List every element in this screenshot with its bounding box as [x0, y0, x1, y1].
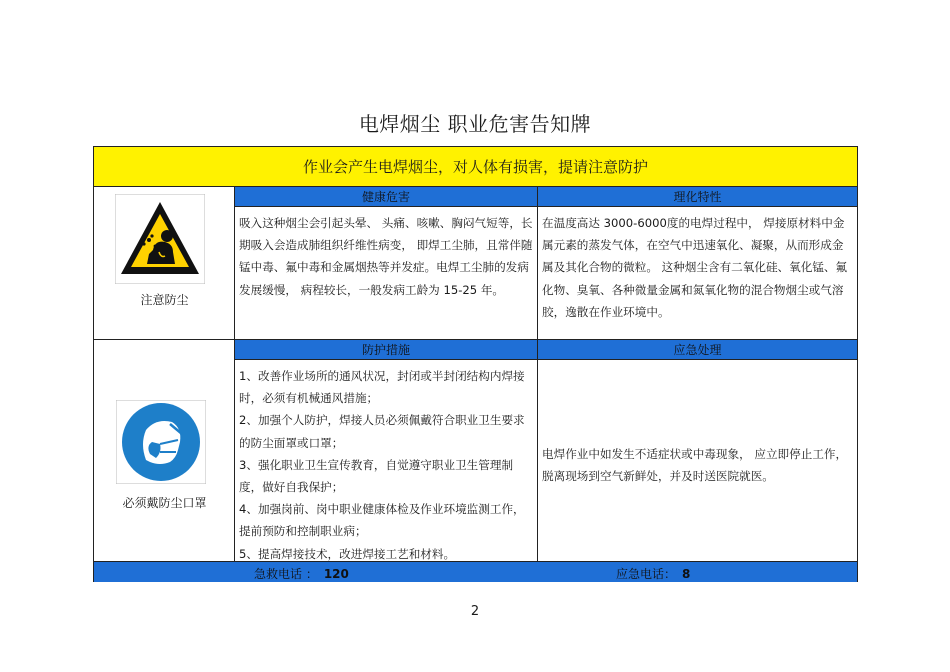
hazard-notice-card — [93, 146, 858, 582]
dust-warning-icon — [115, 194, 205, 284]
properties-text: 在温度高达 3000-6000度的电焊过程中， 焊接原材料中金属元素的蒸发气体，在空气中迅速氧化、凝聚，从而形成金属及其化合物的微粒。 这种烟尘含有二氧化硅、氧化锰、氟化物、臭氧、各种微量金属和氮氧化物的混合物烟尘或气溶胶，逸散在作业环境中。 — [542, 216, 848, 319]
protective-measures-heading: 防护措施 — [235, 340, 537, 360]
rescue-phone-label: 急救电话 ： — [254, 567, 318, 581]
emergency-phone — [616, 565, 690, 582]
protective-measures-text: 1、改善作业场所的通风状况，封闭或半封闭结构内焊接时，必须有机械通风措施； 2、加强个人防护，焊接人员必须佩戴符合职业卫生要求的防尘面罩或口罩； 3、强化职业卫生宣传教育，自觉遵守职业卫生管理制度，做好自我保护； 4、加强岗前、岗中职业健康体检及作业环境监测工作，提前预防和控制职业病； 5、提高焊接技术，改进焊接工艺和材料。 — [239, 369, 525, 561]
dust-warning-cell — [94, 187, 235, 339]
warning-banner: 作业会产生电焊烟尘，对人体有损害，提请注意防护 — [94, 147, 857, 187]
dust-mask-icon — [116, 400, 206, 484]
page-title: 电焊烟尘 职业危害告知牌 — [358, 112, 592, 136]
emergency-column — [538, 340, 857, 561]
page-number: 2 — [470, 604, 480, 619]
emergency-text: 电焊作业中如发生不适症状或中毒现象， 应立即停止工作，脱离现场到空气新鲜处，并及时送医院就医。 — [542, 446, 848, 483]
mask-mandatory-label: 必须戴防尘口罩 — [122, 496, 207, 510]
properties-column — [538, 187, 857, 339]
emergency-phone-label: 应急电话： — [616, 567, 677, 581]
hazard-row — [94, 187, 857, 340]
mask-mandatory-cell — [94, 340, 235, 561]
health-hazard-text: 吸入这种烟尘会引起头晕、 头痛、咳嗽、胸闷气短等，长期吸入会造成肺组织纤维性病变， 即焊工尘肺，且常伴随锰中毒、氟中毒和金属烟热等并发症。电焊工尘肺的发病发展缓慢， 病程较长，一般发病工龄为 15-25 年。 — [239, 216, 533, 297]
emergency-text-wrap — [538, 360, 857, 565]
emergency-heading: 应急处理 — [538, 340, 857, 360]
rescue-phone — [254, 565, 349, 582]
phone-footer — [94, 561, 857, 582]
properties-heading: 理化特性 — [538, 187, 857, 207]
emergency-phone-number: 8 — [682, 567, 691, 581]
health-hazard-column — [235, 187, 538, 339]
protective-measures-column — [235, 340, 538, 561]
protection-row — [94, 340, 857, 561]
dust-warning-label: 注意防尘 — [140, 293, 189, 307]
health-hazard-heading: 健康危害 — [235, 187, 537, 207]
rescue-phone-number: 120 — [323, 567, 349, 581]
